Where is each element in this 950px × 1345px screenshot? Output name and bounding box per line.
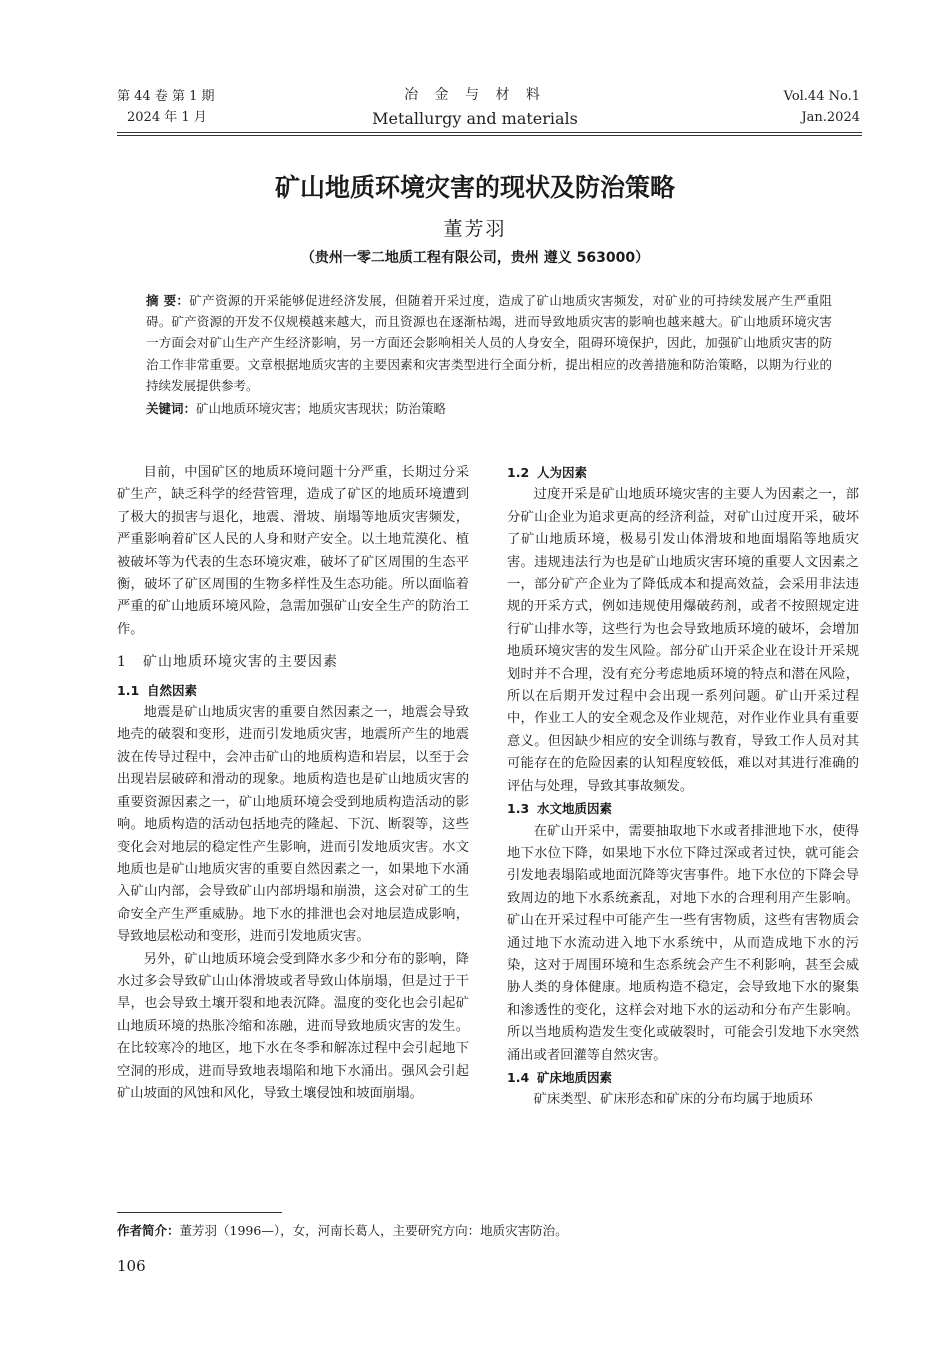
intro-paragraph: 目前，中国矿区的地质环境问题十分严重，长期过分采矿生产，缺乏科学的经营管理，造成了矿区的地质环境遭到了极大的损害与退化，地震、滑坡、崩塌等地质灾害频发，严重影响着矿区人民的人身和财产安全。以土地荒漠化、植被破坏等为代表的生态环境灾难，破坏了矿区周围的生态平衡，破坏了矿区周围的生物多样性及生态功能。所以面临着严重的矿山地质环境风险，急需加强矿山安全生产的防治工作。 [117,465,469,637]
keywords-label: 关键词： [146,401,197,417]
section-1-3-title: 水文地质因素 [537,801,613,817]
footnote-label: 作者简介： [117,1223,180,1238]
paper-title: 矿山地质环境灾害的现状及防治策略 [274,173,675,202]
affiliation: （贵州一零二地质工程有限公司，贵州 遵义 563000） [300,250,650,266]
section-1-2-paragraph: 过度开采是矿山地质环境灾害的主要人为因素之一，部分矿山企业为追求更高的经济利益，对矿山过度开采，破坏了矿山地质环境，极易引发山体滑坡和地面塌陷等地质灾害。违规违法行为也是矿山地质灾害环境的重要人文因素之一，部分矿产企业为了降低成本和提高效益，会采用非法违规的开采方式，例如违规使用爆破药剂，或者不按照规定进行矿山排水等，这些行为也会导致地质环境的破坏，会增加地质环境灾害的发生风险。部分矿山开采企业在设计开采规划时并不合理，没有充分考虑地质环境的特点和潜在风险，所以在后期开发过程中会出现一系列问题。矿山开采过程中，作业工人的安全观念及作业规范，对作业作业具有重要意义。但因缺少相应的安全训练与教育，导致工作人员对其可能存在的危险因素的认知程度较低，难以对其进行准确的评估与处理，导致其事故频发。 [507,487,859,794]
left-column [117,462,469,1105]
keywords [146,398,832,419]
section-1-2-number: 1.2 [507,465,530,480]
right-column [507,462,859,1112]
header-rule [117,132,862,133]
issue-date: 2024 年 1 月 [127,110,207,125]
section-1-1-title: 自然因素 [147,682,198,698]
header-rule-second [117,135,862,136]
section-1-3-number: 1.3 [507,801,530,817]
volume-issue-en: Vol.44 No.1 [783,89,860,104]
section-1-1-paragraph-1: 地震是矿山地质灾害的重要自然因素之一，地震会导致地壳的破裂和变形，进而引发地质灾害，地震所产生的地震波在传导过程中，会冲击矿山的地质构造和岩层，以至于会出现岩层破碎和滑动的现象。地质构造也是矿山地质灾害的重要资源因素之一，矿山地质环境会受到地质构造活动的影响。地质构造的活动包括地壳的隆起、下沉、断裂等，这些变化会对地层的稳定性产生影响，进而引发地质灾害。水文地质也是矿山地质灾害的重要自然因素之一，如果地下水涌入矿山内部，会导致矿山内部坍塌和崩溃，这会对矿工的生命安全产生严重威胁。地下水的排泄也会对地层造成影响，导致地层松动和变形，进而引发地质灾害。 [117,705,469,945]
section-1-4-title: 矿床地质因素 [537,1069,613,1085]
header-right [784,86,860,128]
keywords-text: 矿山地质环境灾害；地质灾害现状；防治策略 [196,401,447,417]
section-1-2-title: 人为因素 [537,465,588,480]
journal-name-en: Metallurgy and materials [372,109,578,128]
section-1-2-heading [507,462,859,484]
section-1-title: 矿山地质环境灾害的主要因素 [143,654,338,671]
issue-date-en: Jan.2024 [801,110,860,125]
author-name: 董芳羽 [443,218,507,240]
abstract-label: 摘 要： [146,293,190,308]
footnote-rule [117,1212,282,1213]
section-1-3-paragraph: 在矿山开采中，需要抽取地下水或者排泄地下水，使得地下水位下降，如果地下水位下降过深或者过快，就可能会引发地表塌陷或地面沉降等灾害事件。地下水位的下降会导致周边的地下水系统紊乱，对地下水的合理利用产生影响。矿山在开采过程中可能产生一些有害物质，这些有害物质会通过地下水流动进入地下水系统中，从而造成地下水的污染，这对于周围环境和生态系统会产生不利影响，甚至会威胁人类的身体健康。地质构造不稳定，会导致地下水的聚集和渗透性的变化，这样会对地下水的运动和分布产生影响。所以当地质构造发生变化或破裂时，可能会引发地下水突然涌出或者回灌等自然灾害。 [507,823,859,1063]
footnote-text: 董芳羽（1996—），女，河南长葛人，主要研究方向：地质灾害防治。 [179,1223,568,1238]
section-1-4-heading [507,1067,859,1089]
section-1-4-number: 1.4 [507,1069,530,1085]
author-footnote [117,1221,568,1239]
section-1-1-number: 1.1 [117,682,140,698]
section-1-1-paragraph-2: 另外，矿山地质环境会受到降水多少和分布的影响，降水过多会导致矿山山体滑坡或者导致山体崩塌，但是过于干旱，也会导致土壤开裂和地表沉降。温度的变化也会引起矿山地质环境的热胀冷缩和冻融，进而导致地质灾害的发生。在比较寒冷的地区，地下水在冬季和解冻过程中会引起地下空洞的形成，进而导致地表塌陷和地下水涌出。强风会引起矿山坡面的风蚀和风化，导致土壤侵蚀和坡面崩塌。 [117,951,469,1101]
page-number: 106 [117,1257,146,1275]
abstract [146,290,832,396]
volume-issue: 第 44 卷 第 1 期 [117,89,215,104]
journal-name-cn: 冶 金 与 材 料 [404,87,546,103]
section-1-number: 1 [117,654,127,671]
section-1-1-heading [117,680,469,702]
section-1-4-paragraph: 矿床类型、矿床形态和矿床的分布均属于地质环 [533,1092,813,1108]
abstract-text: 矿产资源的开采能够促进经济发展，但随着开采过度，造成了矿山地质灾害频发，对矿业的可持续发展产生严重阻碍。矿产资源的开发不仅规模越来越大，而且资源也在逐渐枯竭，进而导致地质灾害的影响也越来越大。矿山地质环境灾害一方面会对矿山生产产生经济影响，另一方面还会影响相关人员的人身安全，阻碍环境保护，因此，加强矿山地质灾害的防治工作非常重要。文章根据地质灾害的主要因素和灾害类型进行全面分析，提出相应的改善措施和防治策略，以期为行业的持续发展提供参考。 [146,293,832,393]
section-1-heading [117,651,469,673]
abstract-block [146,290,832,419]
section-1-3-heading [507,798,859,820]
